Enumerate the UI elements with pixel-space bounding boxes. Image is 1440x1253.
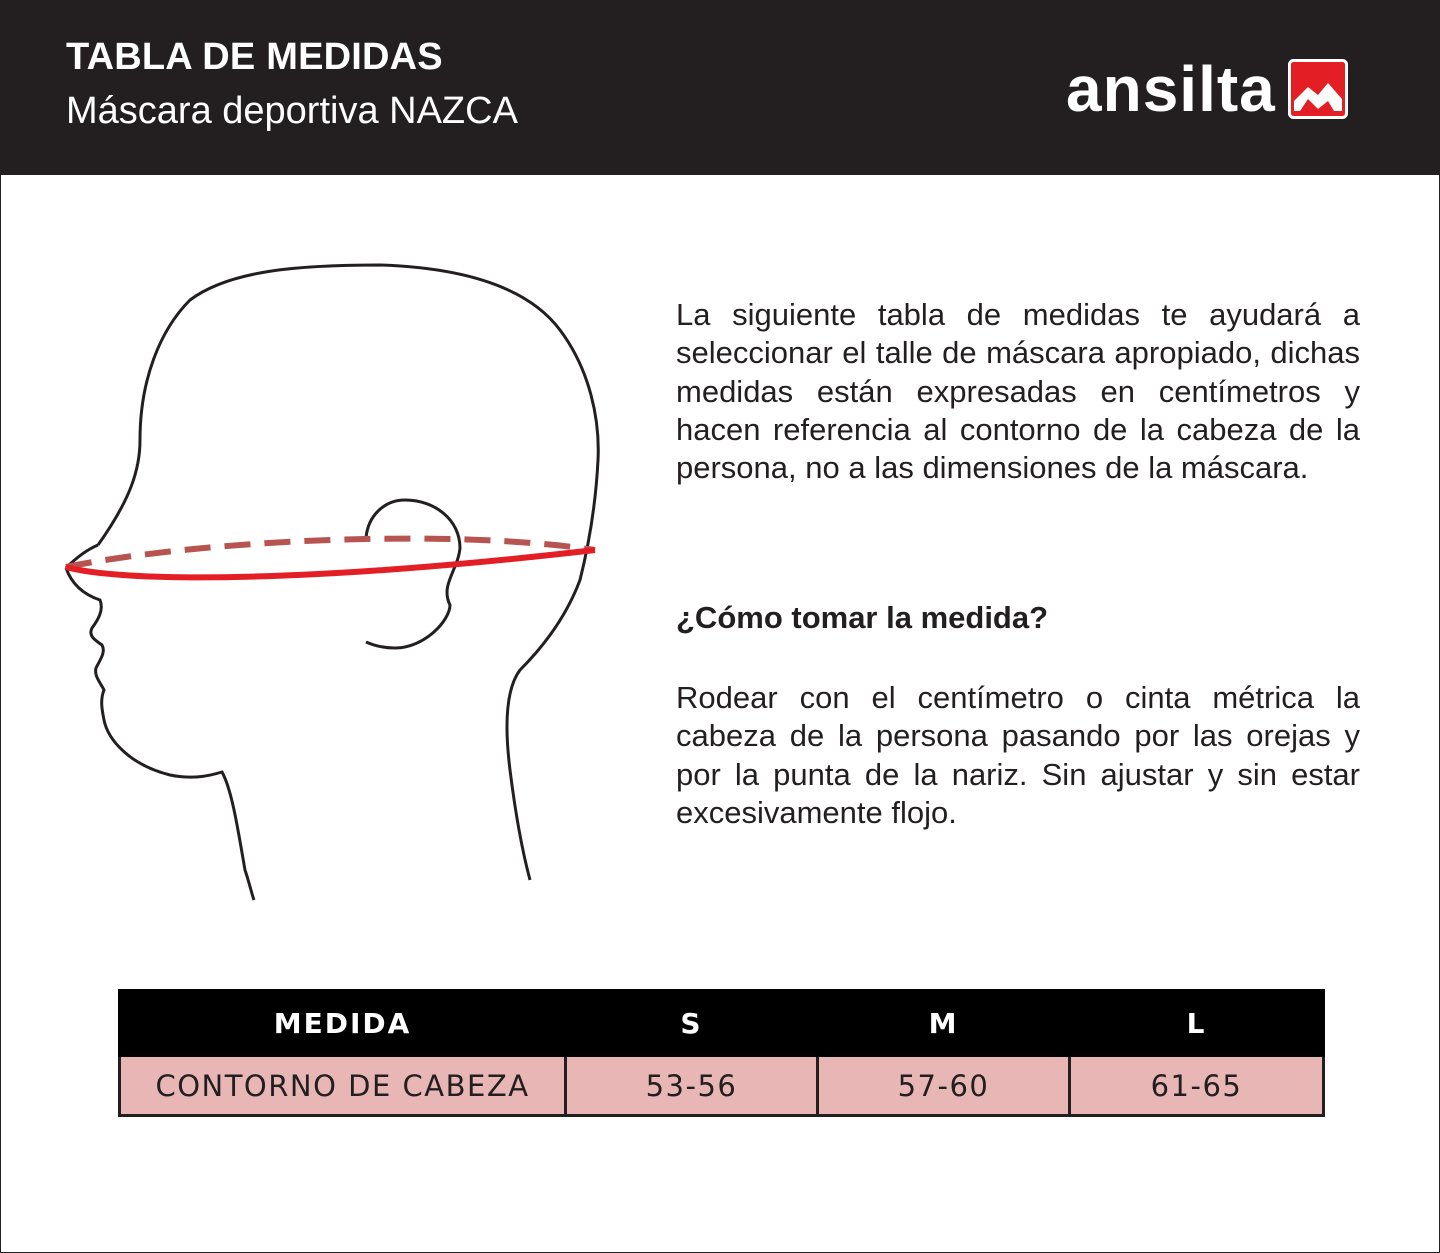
size-table xyxy=(118,989,1325,1117)
header-size-s: S xyxy=(566,991,818,1056)
brand-name: ansilta xyxy=(1066,53,1276,125)
how-to-text: Rodear con el centímetro o cinta métrica la cabeza de la persona pasando por las orejas y por la punta de la nariz. Sin ajustar y sin estar excesivamente flojo. xyxy=(676,680,1360,830)
header-bar xyxy=(0,0,1440,175)
mountain-logo-icon xyxy=(1288,59,1348,119)
header-medida: MEDIDA xyxy=(120,991,566,1056)
header-size-m: M xyxy=(818,991,1070,1056)
head-profile-icon xyxy=(40,255,620,915)
how-to-title: ¿Cómo tomar la medida? xyxy=(676,600,1049,635)
page-title: TABLA DE MEDIDAS xyxy=(66,36,443,78)
size-table-header-row xyxy=(120,991,1324,1056)
description-text: La siguiente tabla de medidas te ayudará a seleccionar el talle de máscara apropiado, dichas medidas están expresadas en centímetros y hacen referencia al contorno de la cabeza de la persona, no a las dimensiones de la máscara. xyxy=(676,297,1360,486)
cell-size-l: 61-65 xyxy=(1070,1056,1324,1116)
table-row xyxy=(120,1056,1324,1116)
header-size-l: L xyxy=(1070,991,1324,1056)
row-label: CONTORNO DE CABEZA xyxy=(120,1056,566,1116)
page-subtitle: Máscara deportiva NAZCA xyxy=(66,90,518,132)
brand-logo xyxy=(1066,53,1348,125)
cell-size-m: 57-60 xyxy=(818,1056,1070,1116)
cell-size-s: 53-56 xyxy=(566,1056,818,1116)
